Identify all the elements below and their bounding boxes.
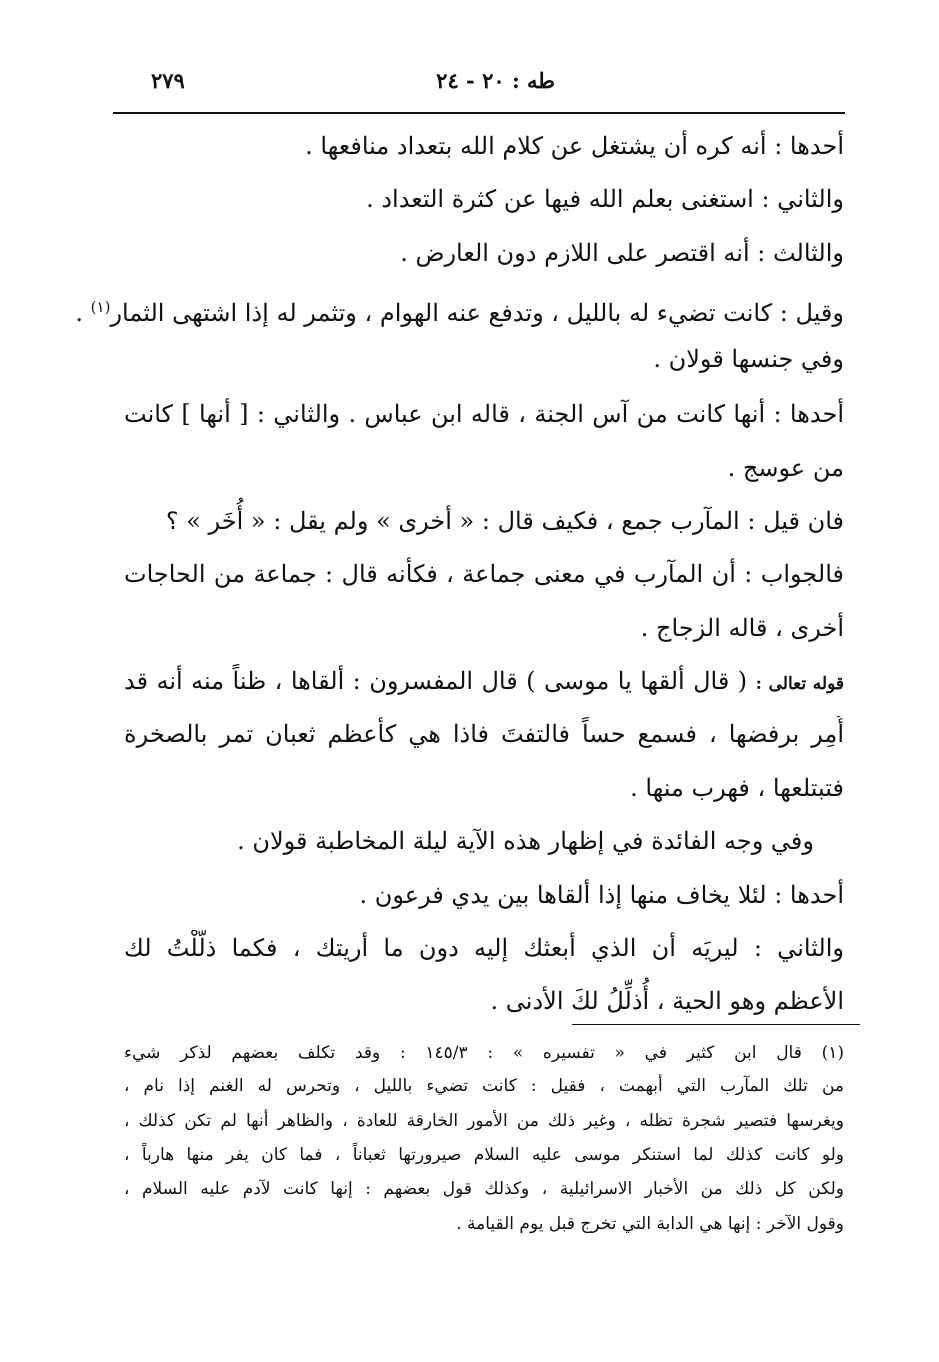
text-line: فان قيل : المآرب جمع ، فكيف قال : « أخرى » ولم يقل : « أُخَر » ؟ — [165, 507, 844, 535]
text-line — [124, 663, 844, 699]
footnote-line: (١) قال ابن كثير في « تفسيره » : ١٤٥/٣ : وقد تكلف بعضهم لذكر شيء — [124, 1043, 844, 1063]
text-line: أُمِر برفضها ، فسمع حساً فالتفتَ فاذا هي كأعظم ثعبان تمر بالصخرة — [124, 720, 844, 748]
text-line: من عوسج . — [727, 454, 844, 482]
text-line: وفي جنسها قولان . — [653, 345, 844, 373]
text-line: والثاني : استغنى بعلم الله فيها عن كثرة التعداد . — [366, 185, 844, 213]
header-divider — [113, 112, 845, 114]
footnote-line: من تلك المآرب التي أبهمت ، فقيل : كانت تضيء بالليل ، وتحرس له الغنم إذا نام ، — [124, 1076, 844, 1096]
footnote-line: ولو كانت كذلك لما استنكر موسى عليه السلام صيرورتها ثعباناً ، فما كان يفر منها هارباً ، — [124, 1145, 844, 1165]
footnote-line: وقول الآخر : إنها هي الدابة التي تخرج قبل يوم القيامة . — [456, 1214, 844, 1234]
text-line: وقيل : كانت تضيء له بالليل ، وتدفع عنه الهوام ، وتثمر له إذا اشتهى الثمار$^{(١)}$ . — [75, 298, 844, 327]
footnote-divider — [572, 1024, 860, 1025]
text-line: والثالث : أنه اقتصر على اللازم دون العارض . — [400, 239, 844, 267]
footnote-reference[interactable]: (١) — [90, 298, 111, 316]
footnote-line: ولكن كل ذلك من الأخبار الاسرائيلية ، وكذلك قول بعضهم : إنها كانت لآدم عليه السلام ، — [124, 1179, 844, 1199]
text-line-content: ( قال ألقها يا موسى ) قال المفسرون : ألقاها ، ظناً منه أنه قد — [124, 667, 748, 695]
text-line-content: وقيل : كانت تضيء له بالليل ، وتدفع عنه الهوام ، وتثمر له إذا اشتهى الثمار — [110, 299, 844, 327]
footnote-line: ويغرسها فتصير شجرة تظله ، وغير ذلك من الأمور الخارقة للعادة ، والظاهر أنها لم تكن كذلك ، — [124, 1111, 844, 1131]
text-line: فالجواب : أن المآرب في معنى جماعة ، فكأنه قال : جماعة من الحاجات — [124, 560, 844, 588]
text-line: فتبتلعها ، فهرب منها . — [630, 774, 844, 802]
text-line: أحدها : أنها كانت من آس الجنة ، قاله ابن عباس . والثاني : [ أنها ] كانت — [124, 400, 844, 428]
text-line: وفي وجه الفائدة في إظهار هذه الآية ليلة المخاطبة قولان . — [237, 827, 814, 855]
page-header — [115, 62, 845, 102]
surah-verse-range: طه : ٢٠ - ٢٤ — [436, 68, 555, 93]
text-line: أخرى ، قاله الزجاج . — [640, 614, 844, 642]
text-line: أحدها : لئلا يخاف منها إذا ألقاها بين يدي فرعون . — [359, 881, 844, 909]
page-number: ٢٧٩ — [151, 68, 185, 93]
text-line: أحدها : أنه كره أن يشتغل عن كلام الله بتعداد منافعها . — [305, 132, 844, 160]
text-line: والثاني : ليريَه أن الذي أبعثك إليه دون ما أريتك ، فكما ذلَّلْتُ لك — [124, 934, 844, 962]
text-line: الأعظم وهو الحية ، أُذلِّلُ لكَ الأدنى . — [490, 987, 844, 1015]
keyword-label: قوله تعالى : — [755, 674, 844, 694]
